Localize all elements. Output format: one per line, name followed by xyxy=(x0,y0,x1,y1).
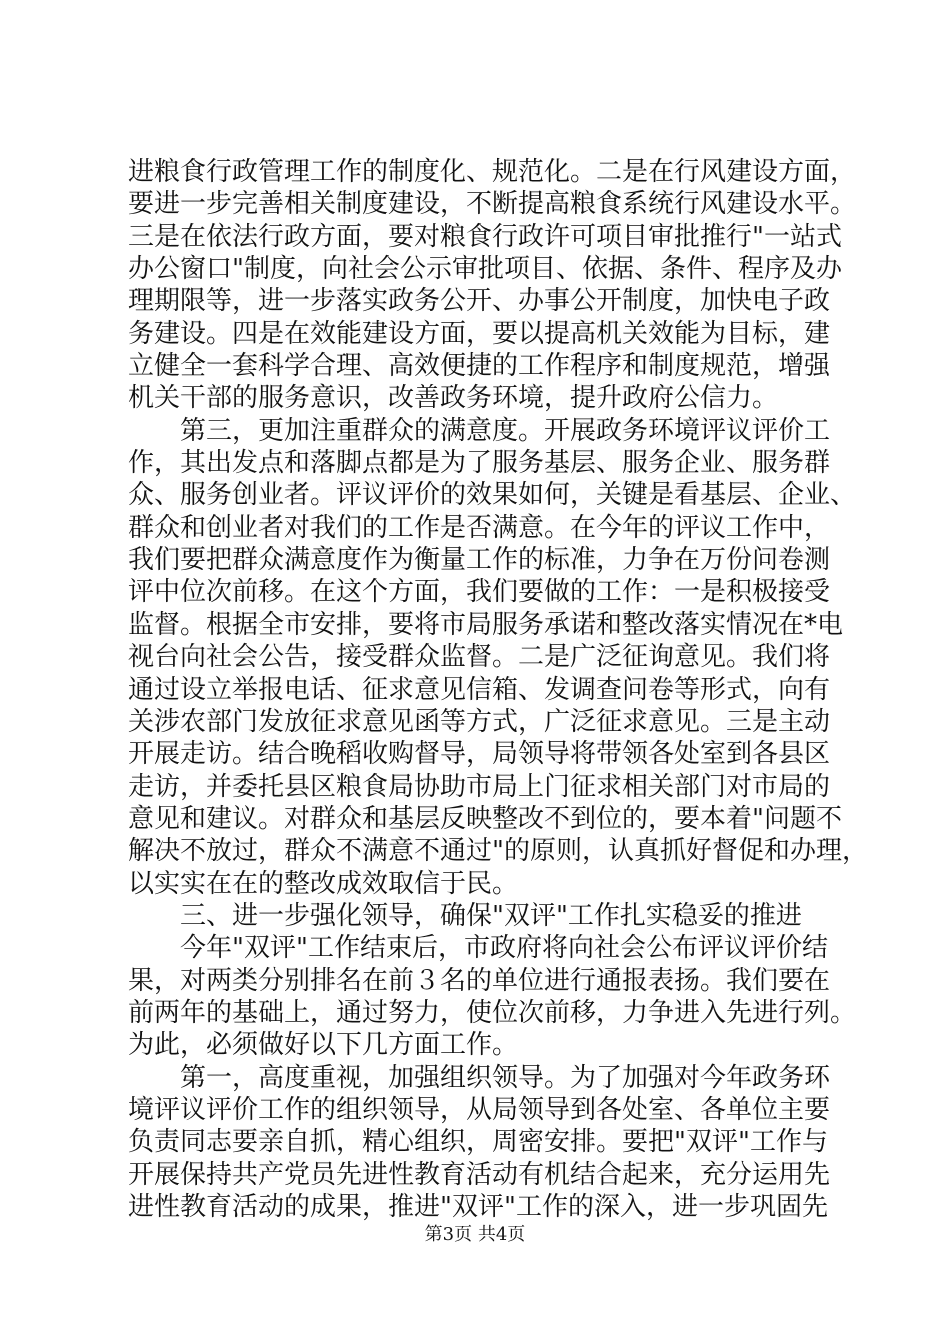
text-line: 务建设。四是在效能建设方面，要以提高机关效能为目标，建 xyxy=(128,318,831,349)
text-line: 我们要把群众满意度作为衡量工作的标准，力争在万份问卷测 xyxy=(128,545,831,576)
text-line: 第三，更加注重群众的满意度。开展政务环境评议评价工 xyxy=(128,415,831,446)
text-line: 进性教育活动的成果，推进"双评"工作的深入，进一步巩固先 xyxy=(128,1192,828,1222)
text-line: 三是在依法行政方面，要对粮食行政许可项目审批推行"一站式 xyxy=(128,221,842,252)
text-line: 前两年的基础上，通过努力，使位次前移，力争进入先进行列。 xyxy=(128,997,857,1028)
text-line: 监督。根据全市安排，要将市局服务承诺和整改落实情况在*电 xyxy=(128,609,844,640)
text-line: 机关干部的服务意识，改善政务环境，提升政府公信力。 xyxy=(128,383,779,414)
text-line: 评中位次前移。在这个方面，我们要做的工作：一是积极接受 xyxy=(128,577,831,608)
text-line: 意见和建议。对群众和基层反映整改不到位的，要本着"问题不 xyxy=(128,803,842,834)
text-line: 境评议评价工作的组织领导，从局领导到各处室、各单位主要 xyxy=(128,1094,831,1125)
text-line: 作，其出发点和落脚点都是为了服务基层、服务企业、服务群 xyxy=(128,448,831,479)
text-line: 三、进一步强化领导，确保"双评"工作扎实稳妥的推进 xyxy=(128,900,802,931)
text-line: 今年"双评"工作结束后，市政府将向社会公布评议评价结 xyxy=(128,933,828,964)
text-line: 为此，必须做好以下几方面工作。 xyxy=(128,1030,519,1061)
text-line: 开展保持共产党员先进性教育活动有机结合起来，充分运用先 xyxy=(128,1159,831,1190)
text-line: 视台向社会公告，接受群众监督。二是广泛征询意见。我们将 xyxy=(128,642,831,673)
document-body xyxy=(128,156,868,1223)
text-line: 要进一步完善相关制度建设，不断提高粮食系统行风建设水平。 xyxy=(128,189,857,220)
text-line: 关涉农部门发放征求意见函等方式，广泛征求意见。三是主动 xyxy=(128,706,831,737)
text-line: 众、服务创业者。评议评价的效果如何，关键是看基层、企业、 xyxy=(128,480,857,511)
text-line: 以实实在在的整改成效取信于民。 xyxy=(128,868,519,899)
text-line: 立健全一套科学合理、高效便捷的工作程序和制度规范，增强 xyxy=(128,351,831,382)
text-line: 办公窗口"制度，向社会公示审批项目、依据、条件、程序及办 xyxy=(128,254,842,285)
text-line: 第一，高度重视，加强组织领导。为了加强对今年政务环 xyxy=(128,1062,831,1093)
text-line: 群众和创业者对我们的工作是否满意。在今年的评议工作中， xyxy=(128,512,831,543)
text-line: 进粮食行政管理工作的制度化、规范化。二是在行风建设方面， xyxy=(128,157,857,187)
text-line: 走访，并委托县区粮食局协助市局上门征求相关部门对市局的 xyxy=(128,771,831,802)
text-line: 开展走访。结合晚稻收购督导，局领导将带领各处室到各县区 xyxy=(128,739,831,770)
text-line: 果，对两类分别排名在前３名的单位进行通报表扬。我们要在 xyxy=(128,965,831,996)
text-line: 负责同志要亲自抓，精心组织，周密安排。要把"双评"工作与 xyxy=(128,1127,828,1158)
text-line: 理期限等，进一步落实政务公开、办事公开制度，加快电子政 xyxy=(128,286,831,317)
text-line: 解决不放过，群众不满意不通过"的原则，认真抓好督促和办理， xyxy=(128,836,868,867)
text-line: 通过设立举报电话、征求意见信箱、发调查问卷等形式，向有 xyxy=(128,674,831,705)
page-footer: 第3页 共4页 xyxy=(424,1224,526,1245)
